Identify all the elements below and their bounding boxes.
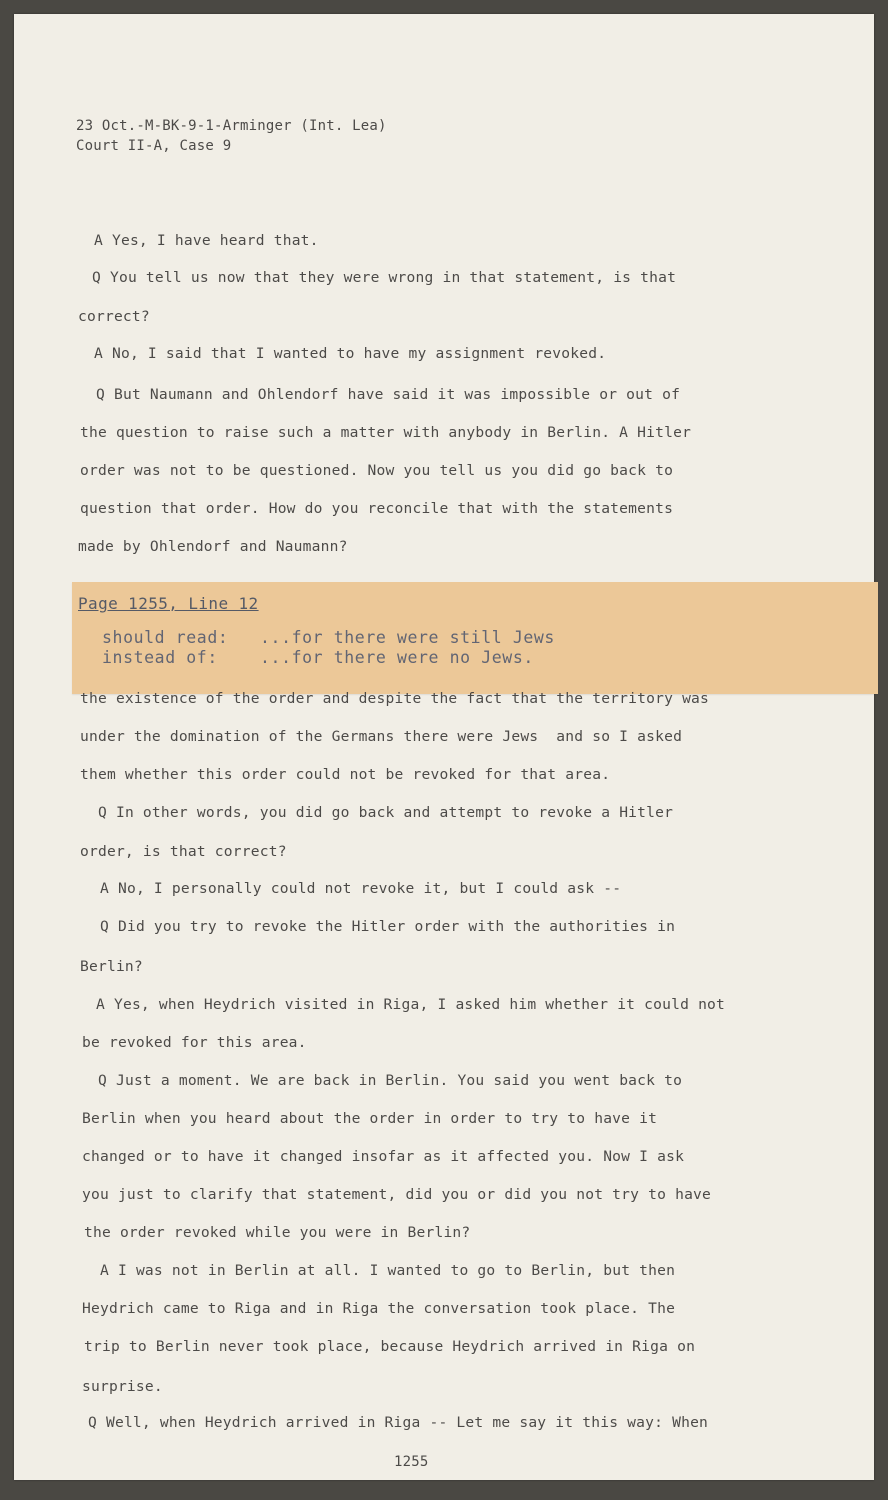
- text-line: correct?: [78, 308, 150, 325]
- text-line: A No, I said that I wanted to have my assignment revoked.: [94, 345, 607, 362]
- text-line: Berlin?: [80, 958, 143, 975]
- text-line: changed or to have it changed insofar as it affected you. Now I ask: [82, 1148, 685, 1165]
- correction-should-read: should read: ...for there were still Jews: [102, 628, 555, 647]
- text-line: you just to clarify that statement, did you or did you not try to have: [82, 1186, 712, 1203]
- header-line-1: 23 Oct.-M-BK-9-1-Arminger (Int. Lea): [76, 118, 387, 134]
- text-line: Q You tell us now that they were wrong in that statement, is that: [92, 269, 677, 286]
- text-line: order, is that correct?: [80, 843, 287, 860]
- page-number: 1255: [394, 1454, 429, 1470]
- text-line: be revoked for this area.: [82, 1034, 307, 1051]
- text-line: the order revoked while you were in Berlin?: [84, 1224, 471, 1241]
- text-line: them whether this order could not be revoked for that area.: [80, 766, 611, 783]
- text-line: Q Well, when Heydrich arrived in Riga -- Let me say it this way: When: [88, 1414, 709, 1431]
- text-line: under the domination of the Germans there were Jews and so I asked: [80, 728, 683, 745]
- text-line: A Yes, when Heydrich visited in Riga, I asked him whether it could not: [96, 996, 726, 1013]
- text-line: Q But Naumann and Ohlendorf have said it was impossible or out of: [96, 386, 681, 403]
- text-line: A I was not in Berlin at all. I wanted to go to Berlin, but then: [100, 1262, 676, 1279]
- text-line: A Yes, I have heard that.: [94, 232, 319, 249]
- text-line: the question to raise such a matter with anybody in Berlin. A Hitler: [80, 424, 692, 441]
- text-line: A No, I personally could not revoke it, but I could ask --: [100, 880, 622, 897]
- text-line: made by Ohlendorf and Naumann?: [78, 538, 348, 555]
- text-line: Heydrich came to Riga and in Riga the conversation took place. The: [82, 1300, 676, 1317]
- correction-slip: [72, 582, 878, 694]
- text-line: Q Did you try to revoke the Hitler order with the authorities in: [100, 918, 676, 935]
- document-page: [14, 14, 874, 1480]
- text-line: the existence of the order and despite the fact that the territory was: [80, 690, 710, 707]
- text-line: Q Just a moment. We are back in Berlin. You said you went back to: [98, 1072, 683, 1089]
- text-line: order was not to be questioned. Now you tell us you did go back to: [80, 462, 674, 479]
- correction-instead-of: instead of: ...for there were no Jews.: [102, 648, 534, 667]
- text-line: trip to Berlin never took place, because Heydrich arrived in Riga on: [84, 1338, 696, 1355]
- text-line: Berlin when you heard about the order in order to try to have it: [82, 1110, 658, 1127]
- text-line: Q In other words, you did go back and attempt to revoke a Hitler: [98, 804, 674, 821]
- header-line-2: Court II-A, Case 9: [76, 138, 232, 154]
- text-line: question that order. How do you reconcile that with the statements: [80, 500, 674, 517]
- text-line: surprise.: [82, 1378, 163, 1395]
- correction-header: Page 1255, Line 12: [78, 594, 259, 613]
